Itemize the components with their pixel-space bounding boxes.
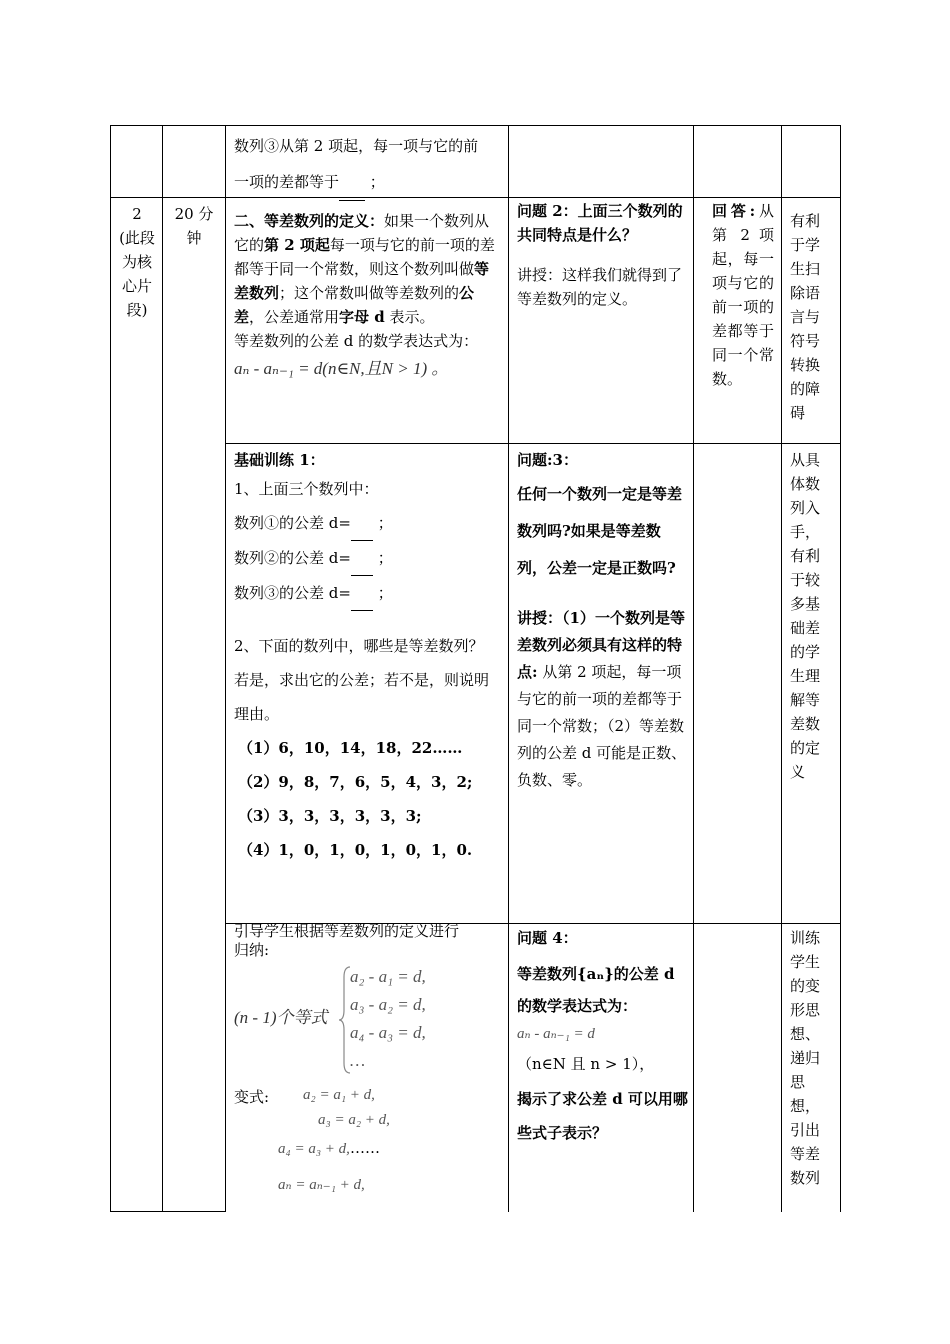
col-line-1 — [162, 125, 163, 1212]
table-top-border — [110, 125, 840, 126]
training-q1b: 数列②的公差 d= ； — [234, 541, 504, 576]
variant-2: a₃ = a₂ + d, — [318, 1112, 390, 1128]
definition-title: 二、等差数列的定义： — [234, 212, 385, 230]
sequence-3: （3）3，3，3，3，3，3; — [238, 807, 422, 825]
table-bottom-border-left — [110, 1211, 225, 1212]
variant-3: a₄ = a₃ + d,…… — [278, 1139, 380, 1157]
question-2: 问题 2：上面三个数列的共同特点是什么？ — [517, 202, 683, 244]
col-line-3 — [508, 125, 509, 1212]
student-cell-answer — [712, 199, 774, 391]
col-line-5 — [781, 125, 782, 1212]
col-line-6 — [840, 125, 841, 1212]
col-line-0 — [110, 125, 111, 1212]
variant-label: 变式: — [234, 1088, 270, 1106]
col-line-4 — [693, 125, 694, 1212]
training-q2-line3: 理由。 — [234, 705, 280, 723]
equation-list — [350, 963, 500, 1075]
row-divider-2 — [225, 443, 840, 444]
sequence-4: （4）1，0，1，0，1，0，1，0. — [238, 841, 473, 859]
teacher-cell-q4 — [517, 926, 689, 1150]
equation-4: … — [350, 1051, 366, 1070]
training-q2-line1: 2、下面的数列中，哪些是等差数列？ — [234, 637, 484, 655]
question-4-line2: 的数学表达式为： — [517, 997, 638, 1015]
question-3-label: 问题:3： — [517, 451, 578, 469]
definition-formula: aₙ - aₙ₋₁ = d(n∈N,且N > 1) 。 — [234, 359, 449, 378]
col-line-2 — [225, 125, 226, 1212]
definition-cell: 二、等差数列的定义：如果一个数列从它的第 2 项起每一项与它的前一项的差都等于同一个常数，则这个数列叫做等差数列；这个常数叫做等差数列的公差，公差通常用字母 d 表示。 等差数列的公差 d 的数学表达式为： aₙ - aₙ₋₁ = d(n∈N,且N > 1) 。 — [234, 209, 502, 381]
question-4-label: 问题 4： — [517, 929, 578, 947]
guide-line2: 归纳: — [234, 941, 270, 959]
question-4-condition: （n∈N 且 n > 1）， — [517, 1055, 655, 1073]
row0-line1: 数列③从第 2 项起，每一项与它的前 — [234, 137, 479, 155]
equation-3: a₄ - a₃ = d, — [350, 1023, 426, 1042]
question-4-line1: 等差数列{aₙ}的公差 d — [517, 965, 675, 983]
equation-2: a₃ - a₂ = d, — [350, 995, 426, 1014]
question-4-line3: 揭示了求公差 d 可以用哪些式子表示？ — [517, 1090, 688, 1142]
teacher-note-3: 讲授：（1）一个数列是等差数列必须具有这样的特点: 从第 2 项起，每一项与它的前一项的差都等于同一个常数；（2）等差数列的公差 d 可能是正数、负数、零。 — [517, 609, 687, 789]
sequence-1: （1）6，10，14，18，22…… — [238, 739, 463, 757]
segment-note: (此段为核心片段) — [119, 229, 155, 319]
brace-label: (n - 1)个等式 — [234, 1008, 328, 1027]
formula-intro: 等差数列的公差 d 的数学表达式为： — [234, 332, 479, 350]
equation-1: a₂ - a₁ = d, — [350, 967, 426, 986]
variant-1: a₂ = a₁ + d, — [303, 1087, 375, 1103]
time-value: 20 分钟 — [174, 205, 214, 247]
training-q2-line2: 若是，求出它的公差；若不是，则说明 — [234, 671, 490, 689]
row0-line2: 一项的差都等于 ； — [234, 164, 504, 201]
segment-number: 2 — [132, 205, 142, 223]
training-q1c: 数列③的公差 d= ； — [234, 576, 504, 611]
time-cell — [170, 202, 218, 250]
teacher-cell-q3 — [517, 448, 689, 794]
training-cell — [234, 448, 504, 867]
answer-blank — [339, 164, 365, 201]
question-3: 任何一个数列一定是等差数列吗?如果是等差数列，公差一定是正数吗? — [517, 485, 683, 577]
intent-3: 训练学生的变形思想、递归思想，引出等差数列 — [790, 929, 821, 1187]
teacher-note-2: 讲授：这样我们就得到了等差数列的定义。 — [517, 266, 683, 308]
training-q1a: 数列①的公差 d= ； — [234, 506, 504, 541]
intent-cell-3 — [790, 926, 826, 1190]
answer-text: 从第 2 项起，每一项与它的前一项的差都等于同一个常数。 — [712, 202, 774, 388]
guide-cell — [234, 922, 504, 960]
answer-label: 回答: — [712, 202, 756, 220]
row0-content — [234, 128, 504, 201]
training-title: 基础训练 1： — [234, 451, 325, 469]
guide-line1: 引导学生根据等差数列的定义进行 — [234, 922, 460, 940]
sequence-2: （2）9，8，7，6，5，4，3，2; — [238, 773, 473, 791]
question-4-formula: aₙ - aₙ₋₁ = d — [517, 1026, 595, 1042]
segment-cell — [118, 202, 156, 322]
intent-1: 有利于学生扫除语言与符号转换的障碍 — [790, 212, 821, 422]
teacher-cell-q2 — [517, 199, 687, 311]
training-q1: 1、上面三个数列中： — [234, 480, 379, 498]
variant-4: aₙ = aₙ₋₁ + d, — [278, 1177, 365, 1193]
intent-2: 从具体数列入手，有利于较多基础差的学生理解等差数的定义 — [790, 451, 821, 781]
intent-cell-1 — [790, 209, 826, 425]
intent-cell-2 — [790, 448, 826, 784]
